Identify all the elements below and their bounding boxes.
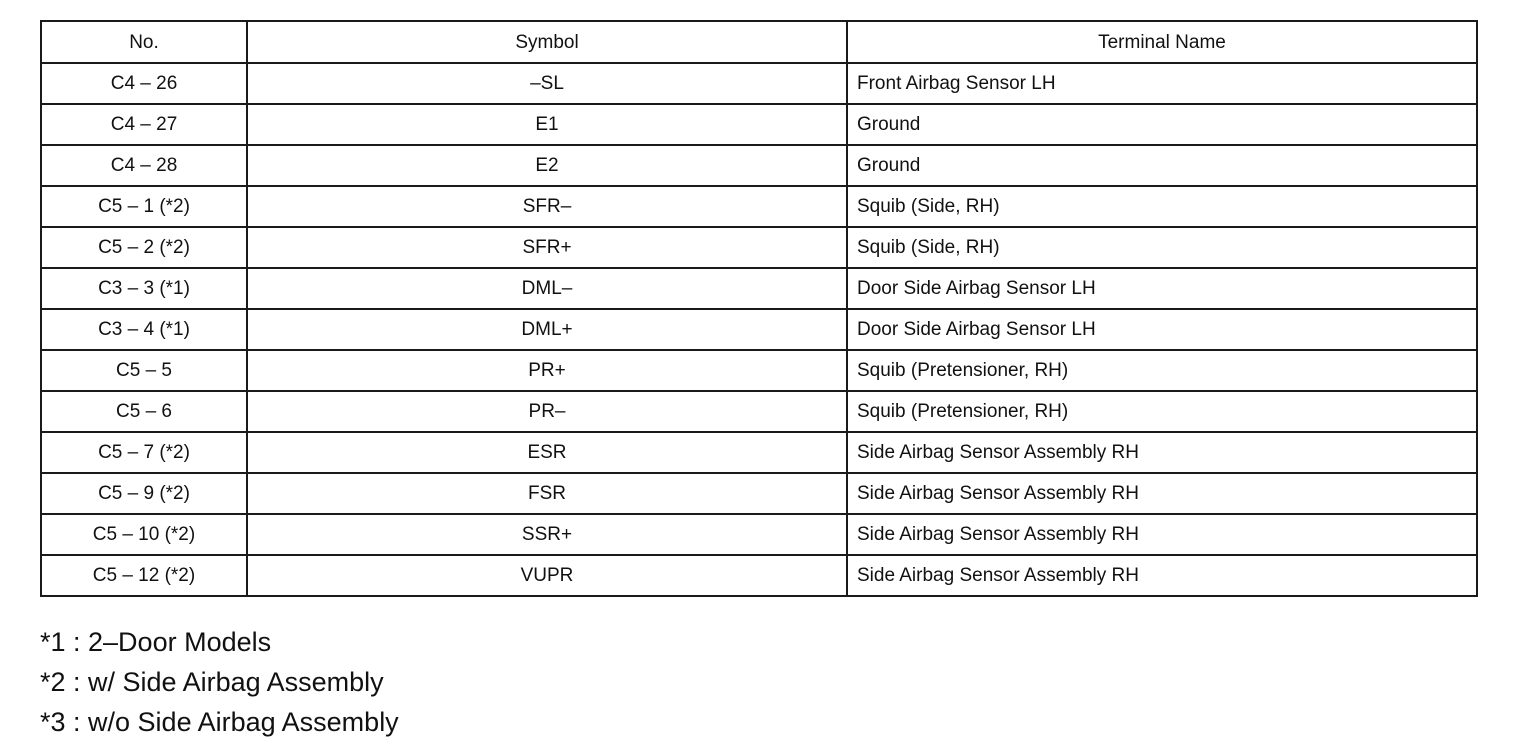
header-terminal-name: Terminal Name [847, 21, 1477, 63]
table-row [41, 63, 1477, 104]
table-row [41, 432, 1477, 473]
cell-no: C5 – 1 (*2) [41, 186, 247, 227]
cell-symbol: SFR– [247, 186, 847, 227]
table-row [41, 473, 1477, 514]
cell-symbol: VUPR [247, 555, 847, 596]
table-row [41, 391, 1477, 432]
cell-no: C3 – 3 (*1) [41, 268, 247, 309]
table-row [41, 104, 1477, 145]
table-row [41, 268, 1477, 309]
cell-no: C5 – 6 [41, 391, 247, 432]
header-symbol: Symbol [247, 21, 847, 63]
cell-symbol: ESR [247, 432, 847, 473]
cell-terminal-name: Front Airbag Sensor LH [847, 63, 1477, 104]
cell-terminal-name: Ground [847, 145, 1477, 186]
table-row [41, 186, 1477, 227]
cell-no: C5 – 2 (*2) [41, 227, 247, 268]
cell-no: C3 – 4 (*1) [41, 309, 247, 350]
cell-symbol: SSR+ [247, 514, 847, 555]
cell-terminal-name: Squib (Side, RH) [847, 227, 1477, 268]
cell-symbol: DML– [247, 268, 847, 309]
cell-no: C5 – 5 [41, 350, 247, 391]
cell-no: C5 – 10 (*2) [41, 514, 247, 555]
cell-terminal-name: Side Airbag Sensor Assembly RH [847, 432, 1477, 473]
cell-terminal-name: Side Airbag Sensor Assembly RH [847, 514, 1477, 555]
cell-no: C4 – 27 [41, 104, 247, 145]
terminal-table-container [40, 20, 1476, 597]
footnote-3: *3 : w/o Side Airbag Assembly [40, 707, 399, 737]
cell-terminal-name: Squib (Pretensioner, RH) [847, 391, 1477, 432]
cell-terminal-name: Door Side Airbag Sensor LH [847, 268, 1477, 309]
cell-terminal-name: Side Airbag Sensor Assembly RH [847, 555, 1477, 596]
footnote-2: *2 : w/ Side Airbag Assembly [40, 667, 384, 697]
footnotes [40, 622, 399, 742]
cell-symbol: –SL [247, 63, 847, 104]
table-header-row [41, 21, 1477, 63]
terminal-table [40, 20, 1478, 597]
cell-symbol: PR– [247, 391, 847, 432]
table-row [41, 309, 1477, 350]
cell-terminal-name: Side Airbag Sensor Assembly RH [847, 473, 1477, 514]
cell-no: C4 – 26 [41, 63, 247, 104]
cell-symbol: PR+ [247, 350, 847, 391]
table-row [41, 555, 1477, 596]
cell-symbol: SFR+ [247, 227, 847, 268]
footnote-1: *1 : 2–Door Models [40, 627, 272, 657]
cell-terminal-name: Squib (Pretensioner, RH) [847, 350, 1477, 391]
cell-symbol: FSR [247, 473, 847, 514]
cell-symbol: DML+ [247, 309, 847, 350]
cell-symbol: E1 [247, 104, 847, 145]
cell-no: C5 – 12 (*2) [41, 555, 247, 596]
cell-symbol: E2 [247, 145, 847, 186]
table-row [41, 145, 1477, 186]
table-row [41, 514, 1477, 555]
header-no: No. [41, 21, 247, 63]
cell-terminal-name: Ground [847, 104, 1477, 145]
table-row [41, 350, 1477, 391]
table-row [41, 227, 1477, 268]
cell-no: C4 – 28 [41, 145, 247, 186]
cell-no: C5 – 9 (*2) [41, 473, 247, 514]
cell-no: C5 – 7 (*2) [41, 432, 247, 473]
cell-terminal-name: Squib (Side, RH) [847, 186, 1477, 227]
cell-terminal-name: Door Side Airbag Sensor LH [847, 309, 1477, 350]
